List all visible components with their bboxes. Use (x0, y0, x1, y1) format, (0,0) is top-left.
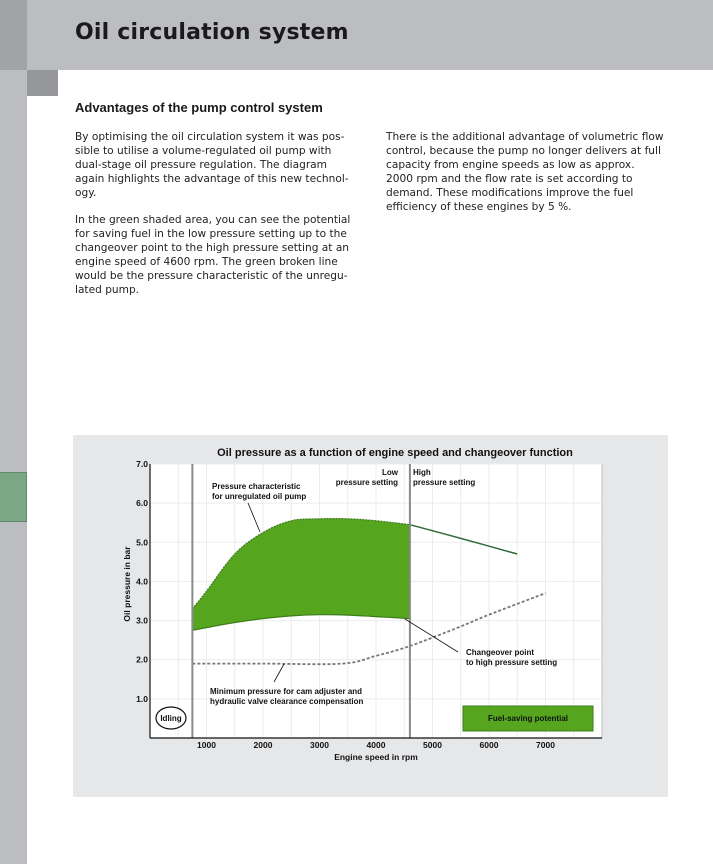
annotation-high-line2: pressure setting (413, 478, 476, 487)
paragraph: There is the additional advantage of volumetric flow control, because the pump no longer delivers at full capacity from engine speeds as low as approx. 2000 rpm and the flow rate is set according to demand. These modifications improve the fuel efficiency of these engines by 5 %. (386, 131, 664, 213)
x-tick-label: 3000 (310, 740, 329, 750)
page-title: Oil circulation system (75, 20, 349, 45)
y-tick-label: 7.0 (136, 459, 148, 469)
x-tick-label: 7000 (536, 740, 555, 750)
y-tick-label: 4.0 (136, 576, 148, 587)
annotation-low-line1: Low (382, 468, 398, 477)
y-tick-label: 3.0 (136, 615, 148, 626)
annotation-unregulated-line1: Pressure characteristic (212, 482, 301, 491)
x-tick-label: 5000 (423, 740, 442, 750)
legend-fuel-saving-label: Fuel-saving potential (487, 714, 569, 723)
y-tick-label: 5.0 (136, 537, 148, 548)
x-tick-label: 2000 (253, 740, 273, 750)
x-axis-label: Engine speed in rpm (334, 752, 418, 762)
section-heading: Advantages of the pump control system (75, 100, 323, 115)
annotation-changeover-line2: to high pressure setting (466, 658, 558, 667)
chart-title: Oil pressure as a function of engine speed and changeover function (217, 447, 573, 459)
annotation-changeover-line1: Changeover point (466, 648, 535, 657)
x-tick-label: 1000 (197, 740, 216, 750)
y-axis-label: Oil pressure in bar (122, 546, 132, 622)
x-tick-label: 4000 (366, 740, 386, 750)
annotation-minimum-line1: Minimum pressure for cam adjuster and (210, 687, 363, 696)
y-tick-label: 1.0 (136, 693, 148, 704)
y-tick-label: 6.0 (136, 498, 148, 509)
paragraph: By optimising the oil circulation system it was pos- sible to utilise a volume-regulated oil pump with dual-stage oil pressure regulation. The diagram again highlights the advantage of this new technol- ogy. (75, 131, 349, 199)
paragraph: In the green shaded area, you can see the potential for saving fuel in the low pressure setting up to the changeover point to the high pressure setting at an engine speed of 4600 rpm. The green broken line would be the pressure characteristic of the unregu- lated pump. (75, 214, 351, 296)
x-tick-label: 6000 (479, 740, 499, 750)
annotation-minimum-line2: hydraulic valve clearance compensation (210, 697, 364, 706)
annotation-high-line1: High (413, 468, 431, 477)
annotation-unregulated-line2: for unregulated oil pump (212, 492, 307, 501)
annotation-low-line2: pressure setting (335, 478, 398, 487)
idling-label: Idling (160, 714, 182, 723)
y-tick-label: 2.0 (136, 654, 148, 665)
